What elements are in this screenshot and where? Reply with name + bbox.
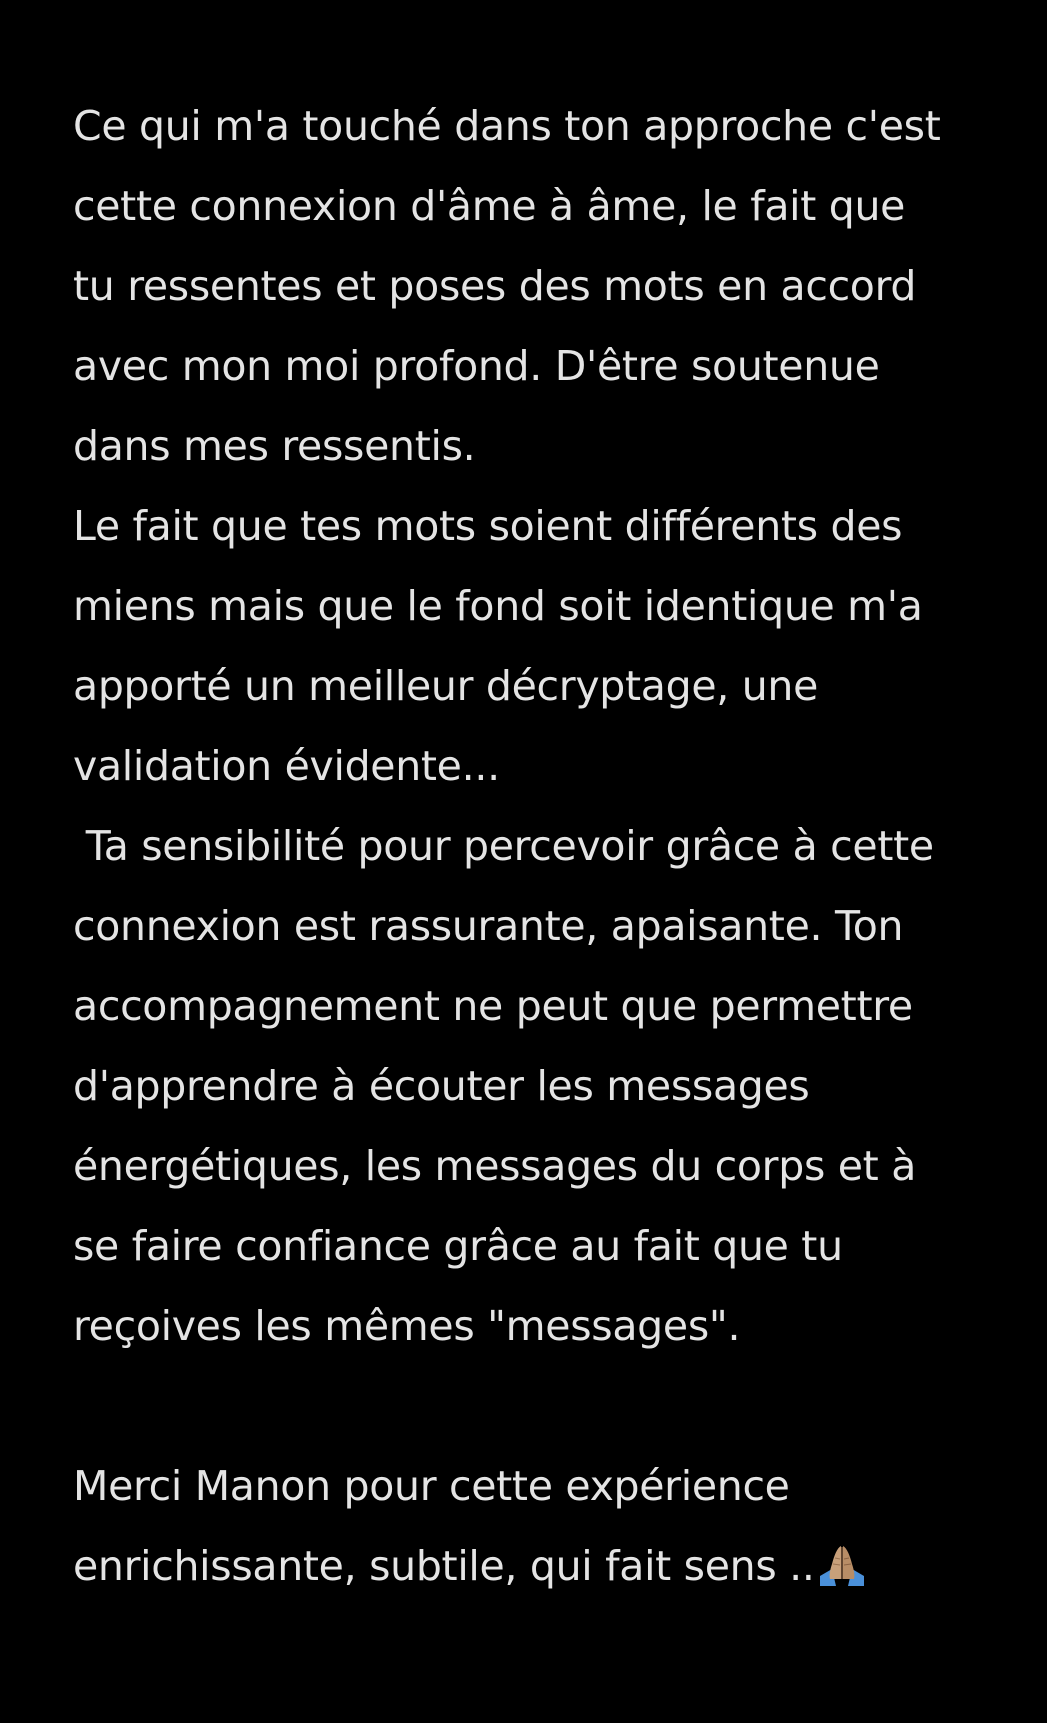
- message-line: miens mais que le fond soit identique m'a: [73, 582, 923, 630]
- message-line: se faire confiance grâce au fait que tu: [73, 1222, 843, 1270]
- closing-line-text: enrichissante, subtile, qui fait sens ..: [73, 1542, 815, 1590]
- message-line: tu ressentes et poses des mots en accord: [73, 262, 917, 310]
- closing-line-with-icon: [73, 1526, 1033, 1606]
- message-line: avec mon moi profond. D'être soutenue: [73, 342, 880, 390]
- message-line: dans mes ressentis.: [73, 422, 476, 470]
- message-line: accompagnement ne peut que permettre: [73, 982, 913, 1030]
- message-line: cette connexion d'âme à âme, le fait que: [73, 182, 906, 230]
- message-line: Ce qui m'a touché dans ton approche c'est: [73, 102, 941, 150]
- paragraph-spacer: [73, 1366, 1033, 1446]
- message-line: connexion est rassurante, apaisante. Ton: [73, 902, 904, 950]
- message-line: Ta sensibilité pour percevoir grâce à cette: [73, 822, 934, 870]
- message-line: reçoives les mêmes "messages".: [73, 1302, 741, 1350]
- closing-line: Merci Manon pour cette expérience: [73, 1462, 790, 1510]
- message-line: validation évidente...: [73, 742, 500, 790]
- message-line: énergétiques, les messages du corps et à: [73, 1142, 917, 1190]
- folded-hands-icon: [817, 1542, 867, 1588]
- message-line: d'apprendre à écouter les messages: [73, 1062, 810, 1110]
- message-text: [73, 86, 1033, 1606]
- message-line: apporté un meilleur décryptage, une: [73, 662, 819, 710]
- message-line: Le fait que tes mots soient différents des: [73, 502, 903, 550]
